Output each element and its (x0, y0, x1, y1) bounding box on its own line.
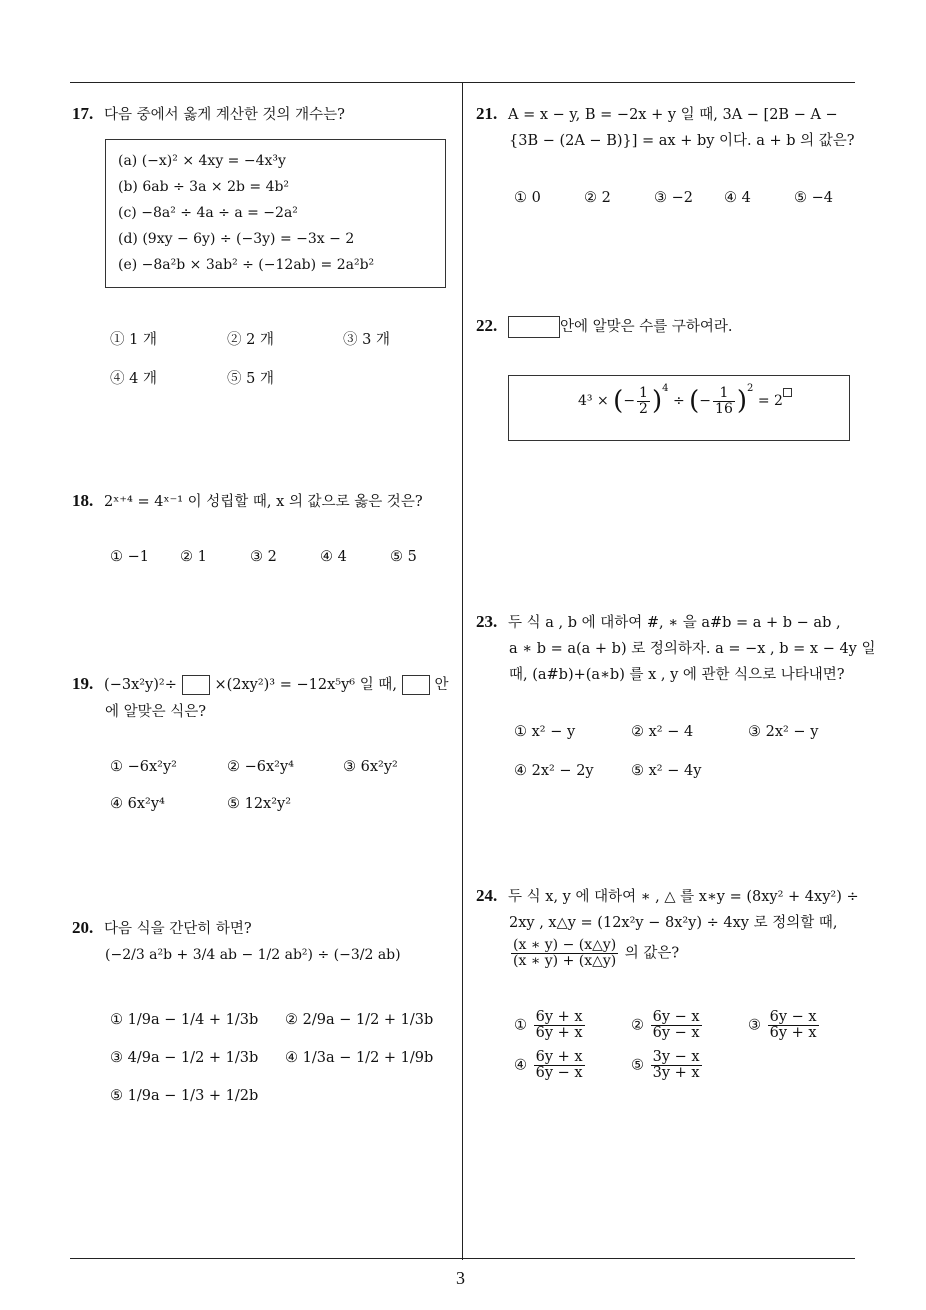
q19-choice-2[interactable]: ② −6x²y⁴ (227, 759, 294, 775)
q21-choice-2[interactable]: ② 2 (584, 190, 611, 206)
q22-expr-right: = 2 (757, 393, 783, 409)
q24-choice-3[interactable] (748, 1010, 821, 1041)
fraction (637, 386, 650, 417)
question-text-line3: 때, (a#b)+(a∗b) 를 x , y 에 관한 식으로 나타내면? (509, 667, 845, 683)
question-17 (72, 102, 345, 128)
denominator: (x ∗ y) + (x△y) (513, 953, 617, 969)
choice-label: ③ (748, 1017, 761, 1034)
q19-text-cont: 에 알맞은 식은? (105, 704, 207, 720)
q23-choice-1[interactable]: ① x² − y (514, 724, 576, 740)
choice-label: ② (631, 1017, 644, 1034)
bottom-rule (70, 1258, 855, 1259)
q24-expression (509, 938, 679, 969)
question-text: 2ˣ⁺⁴ = 4ˣ⁻¹ 이 성립할 때, x 의 값으로 옳은 것은? (104, 494, 423, 510)
q20-choice-4[interactable]: ④ 1/3a − 1/2 + 1/9b (285, 1050, 434, 1066)
choice-label: ① (514, 1017, 527, 1034)
denominator: 6y + x (769, 1025, 817, 1041)
answer-blank[interactable] (508, 316, 560, 338)
answer-blank[interactable] (182, 675, 210, 695)
question-number: 24. (476, 886, 498, 905)
question-text-line2: a ∗ b = a(a + b) 로 정의하자. a = −x , b = x − 4y 일 (509, 641, 876, 657)
q20-choice-2[interactable]: ② 2/9a − 1/2 + 1/3b (285, 1012, 434, 1028)
question-18 (72, 489, 423, 515)
column-divider (462, 82, 463, 1260)
numerator: 6y + x (535, 1049, 583, 1065)
q19-choice-3[interactable]: ③ 6x²y² (343, 759, 398, 775)
q21-choice-4[interactable]: ④ 4 (724, 190, 751, 206)
right-paren: ) (651, 386, 663, 416)
q17-item-a: (a) (−x)² × 4xy = −4x³y (118, 153, 286, 169)
denominator: 6y − x (652, 1025, 700, 1041)
numerator: 6y − x (769, 1009, 817, 1025)
question-21 (476, 102, 838, 128)
q17-choice-3[interactable]: ③ 3 개 (343, 332, 390, 348)
fraction (534, 1050, 585, 1081)
question-19 (72, 672, 449, 698)
question-text-line2: {3B − (2A − B)}] = ax + by 이다. a + b 의 값은? (509, 133, 855, 149)
fraction (511, 938, 618, 969)
numerator: 1 (639, 384, 648, 401)
fraction (713, 386, 735, 417)
question-text-line1: A = x − y, B = −2x + y 일 때, 3A − [2B − A − (508, 107, 838, 123)
q24-choice-2[interactable] (631, 1010, 704, 1041)
q19-expr-part-b: ×(2xy²)³ = −12x⁵y⁶ 일 때, (214, 677, 397, 693)
question-text-line1: 두 식 a , b 에 대하여 #, ∗ 을 a#b = a + b − ab , (508, 615, 841, 631)
fraction (651, 1010, 702, 1041)
numerator: 6y − x (652, 1009, 700, 1025)
q21-choice-3[interactable]: ③ −2 (654, 190, 693, 206)
question-text: 다음 식을 간단히 하면? (104, 921, 252, 937)
q21-choice-5[interactable]: ⑤ −4 (794, 190, 833, 206)
sign: − (623, 393, 636, 409)
denominator: 16 (715, 400, 733, 417)
q17-choice-2[interactable]: ② 2 개 (227, 332, 274, 348)
answer-blank[interactable] (402, 675, 430, 695)
q17-choice-4[interactable]: ④ 4 개 (110, 371, 157, 387)
q18-choice-2[interactable]: ② 1 (180, 549, 207, 565)
q22-expr-left: 4³ × (578, 393, 609, 409)
q23-choice-5[interactable]: ⑤ x² − 4y (631, 763, 702, 779)
q17-item-c: (c) −8a² ÷ 4a ÷ a = −2a² (118, 205, 298, 221)
question-number: 17. (72, 104, 94, 123)
denominator: 6y + x (535, 1025, 583, 1041)
question-tail: 의 값은? (624, 945, 680, 962)
choice-label: ⑤ (631, 1057, 644, 1074)
question-text: 다음 중에서 옳게 계산한 것의 개수는? (104, 107, 345, 123)
q18-choice-3[interactable]: ③ 2 (250, 549, 277, 565)
q19-choice-5[interactable]: ⑤ 12x²y² (227, 796, 292, 812)
q17-choice-1[interactable]: ① 1 개 (110, 332, 157, 348)
q19-expr-part-a: (−3x²y)²÷ (104, 677, 177, 693)
q18-choice-1[interactable]: ① −1 (110, 549, 149, 565)
numerator: 1 (713, 386, 735, 402)
page-number: 3 (456, 1268, 465, 1288)
q17-item-e: (e) −8a²b × 3ab² ÷ (−12ab) = 2a²b² (118, 257, 375, 273)
q19-choice-4[interactable]: ④ 6x²y⁴ (110, 796, 165, 812)
q22-expression (578, 383, 792, 417)
question-24 (476, 884, 859, 910)
left-paren: ( (689, 386, 700, 416)
q19-expr-part-c: 안 (434, 677, 449, 693)
q20-choice-5[interactable]: ⑤ 1/9a − 1/3 + 1/2b (110, 1088, 259, 1104)
sign: − (699, 393, 712, 409)
q18-choice-5[interactable]: ⑤ 5 (390, 549, 417, 565)
q20-choice-1[interactable]: ① 1/9a − 1/4 + 1/3b (110, 1012, 259, 1028)
choice-label: ④ (514, 1057, 527, 1074)
left-paren: ( (613, 386, 624, 416)
question-number: 18. (72, 491, 94, 510)
fraction (534, 1010, 585, 1041)
exponent: 4 (662, 383, 669, 394)
q23-choice-4[interactable]: ④ 2x² − 2y (514, 763, 594, 779)
denominator: 3y + x (652, 1065, 700, 1081)
q24-choice-4[interactable] (514, 1050, 587, 1081)
question-22 (476, 314, 733, 340)
exponent-blank[interactable] (783, 388, 792, 397)
question-number: 23. (476, 612, 498, 631)
fraction (768, 1010, 819, 1041)
denominator: 6y − x (535, 1065, 583, 1081)
question-number: 21. (476, 104, 498, 123)
divide-sign: ÷ (672, 393, 685, 409)
denominator: 2 (639, 400, 648, 417)
question-number: 22. (476, 316, 498, 335)
q20-choice-3[interactable]: ③ 4/9a − 1/2 + 1/3b (110, 1050, 259, 1066)
fraction (651, 1050, 702, 1081)
q24-choice-1[interactable] (514, 1010, 587, 1041)
q23-choice-3[interactable]: ③ 2x² − y (748, 724, 819, 740)
exponent: 2 (747, 383, 754, 394)
question-number: 19. (72, 674, 94, 693)
q24-choice-5[interactable] (631, 1050, 704, 1081)
q23-choice-2[interactable]: ② x² − 4 (631, 724, 694, 740)
q17-item-b: (b) 6ab ÷ 3a × 2b = 4b² (118, 179, 290, 195)
numerator: 6y + x (535, 1009, 583, 1025)
question-23 (476, 610, 841, 636)
question-text-line1: 두 식 x, y 에 대하여 ∗ , △ 를 x∗y = (8xy² + 4xy²) ÷ (508, 889, 859, 905)
q17-choice-5[interactable]: ⑤ 5 개 (227, 371, 274, 387)
question-20 (72, 916, 252, 942)
q21-choice-1[interactable]: ① 0 (514, 190, 541, 206)
q17-item-d: (d) (9xy − 6y) ÷ (−3y) = −3x − 2 (118, 231, 355, 247)
question-number: 20. (72, 918, 94, 937)
q19-choice-1[interactable]: ① −6x²y² (110, 759, 177, 775)
question-text: 안에 알맞은 수를 구하여라. (560, 319, 733, 335)
numerator: 3y − x (652, 1049, 700, 1065)
question-text-line2: 2xy , x△y = (12x²y − 8x²y) ÷ 4xy 로 정의할 때, (509, 915, 838, 931)
q18-choice-4[interactable]: ④ 4 (320, 549, 347, 565)
right-paren: ) (736, 386, 748, 416)
numerator: (x ∗ y) − (x△y) (513, 937, 617, 953)
q20-expression: (−2/3 a²b + 3/4 ab − 1/2 ab²) ÷ (−3/2 ab) (105, 947, 401, 963)
